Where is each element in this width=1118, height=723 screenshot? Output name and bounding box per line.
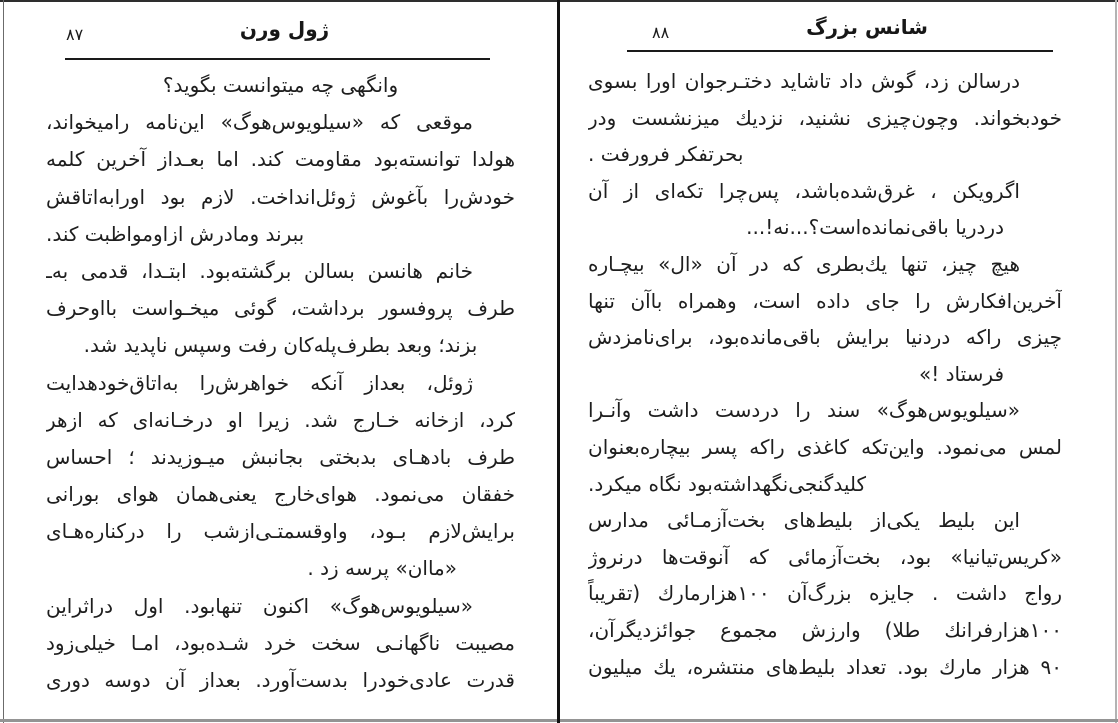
text-line: خفقان می‌نمود. هوای‌خارج یعنی‌همان هوای بورانی: [46, 482, 515, 507]
text-line: ببرند ومادرش ازاومواظبت کند.: [46, 221, 305, 246]
text-line: قدرت عادی‌خودرا بدست‌آورد. بعداز آن دوسه دوری: [46, 668, 515, 692]
text-line: ۱۰۰هزارفرانك طلا) وارزش مجموع جوائزدیگرآن،: [588, 617, 1062, 642]
text-line: خودبخواند. وچون‌چیزی نشنید، نزدیك میزنشست ودر: [588, 105, 1062, 130]
text-line: چیزی راکه دردنیا برایش باقی‌مانده‌بود، برای‌نامزدش: [588, 325, 1062, 350]
text-line: برایش‌لازم بـود، واوقسمتـی‌ازشب را درکناره‌هـای: [46, 519, 515, 544]
page-text-right: [588, 63, 1062, 685]
header-rule-left: [65, 58, 490, 60]
text-line: طرف پروفسور برداشت، گوئی میخـواست بااوحرف: [46, 296, 515, 321]
text-line: «سیلویوس‌هوگ» سند را دردست داشت وآنـرا: [588, 398, 1020, 423]
page-text-left: [46, 67, 515, 699]
text-line: کرد، ازخانه خـارج شد. زیرا او درخـانه‌ای که ازهر: [46, 407, 515, 432]
text-line: موقعی که «سیلویوس‌هوگ» این‌نامه رامیخواند،: [46, 110, 473, 135]
text-line: خانم هانسن بسالن برگشته‌بود. ابتـدا، قدمی به‌ـ: [46, 258, 473, 283]
text-line: «کریس‌تیانیا» بود، بخت‌آزمائی که آنوقت‌ها درنروژ: [588, 544, 1062, 569]
text-line: این بلیط یکی‌از بلیط‌های بخت‌آزمـائی مدارس: [588, 508, 1020, 533]
page-number-right: ۸۸: [652, 23, 670, 42]
text-line: درسالن زد، گوش داد تاشاید دختـرجوان اورا بسوی: [588, 69, 1020, 93]
header-rule-right: [627, 50, 1053, 52]
text-line: فرستاد !»: [919, 361, 1004, 386]
text-line: خودش‌را بآغوش ژوئل‌انداخت. لازم بود اورابه‌اتاقش: [46, 184, 515, 209]
scan-right-edge: [1115, 0, 1117, 723]
page-number-left: ۸۷: [66, 25, 84, 44]
text-line: دردریا باقی‌نمانده‌است؟...نه!...: [746, 215, 1004, 240]
text-line: رواج داشت . جایزه بزرگ‌آن ۱۰۰هزارمارك (تقریباً: [588, 581, 1062, 606]
text-line: بحرتفکر فرورفت .: [588, 142, 744, 167]
text-line: بزند؛ وبعد بطرف‌پله‌کان رفت وسپس ناپدید شد.: [83, 333, 478, 358]
text-line: اگرویکن ، غرق‌شده‌باشد، پس‌چرا تکه‌ای از آن: [588, 178, 1020, 203]
running-header-left: ژول ورن: [239, 17, 330, 41]
text-line: لمس می‌نمود. واین‌تکه کاغذی راکه پسر بیچاره‌بعنوان: [588, 434, 1062, 459]
page-left-87: [46, 0, 515, 723]
text-line: «ماان» پرسه زد .: [307, 556, 457, 581]
text-line: وانگهی چه میتوانست بگوید؟: [162, 73, 399, 97]
page-gutter-divider: [557, 0, 560, 723]
text-line: «سیلویوس‌هوگ» اکنون تنهابود. اول دراثراین: [46, 593, 473, 618]
text-line: ۹۰ هزار مارك بود. تعداد بلیط‌های منتشره، یك میلیون: [588, 654, 1062, 679]
text-line: هولدا توانسته‌بود مقاومت کند. اما بعـداز آخرین کلمه: [46, 147, 515, 172]
running-header-right: شانس بزرگ: [806, 15, 928, 39]
page-right-88: [588, 0, 1062, 723]
text-line: هیچ چیز، تنها یك‌بطری که در آن «ال» بیچـاره: [588, 251, 1020, 276]
text-line: مصیبت ناگهانـی سخت خرد شـده‌بود، امـا خیلی‌زود: [46, 630, 515, 655]
text-line: آخرین‌افکارش را جای داده است، وهمراه باآن تنها: [588, 288, 1062, 313]
text-line: ژوئل، بعداز آنکه خواهرش‌را به‌اتاق‌خودهدایت: [46, 370, 473, 395]
scan-left-edge: [3, 0, 4, 723]
text-line: طرف بادهـای بدبختی بجانبش میـوزیدند ؛ احساس: [46, 444, 515, 469]
text-line: کلیدگنجی‌نگهداشته‌بود نگاه میکرد.: [588, 471, 867, 496]
